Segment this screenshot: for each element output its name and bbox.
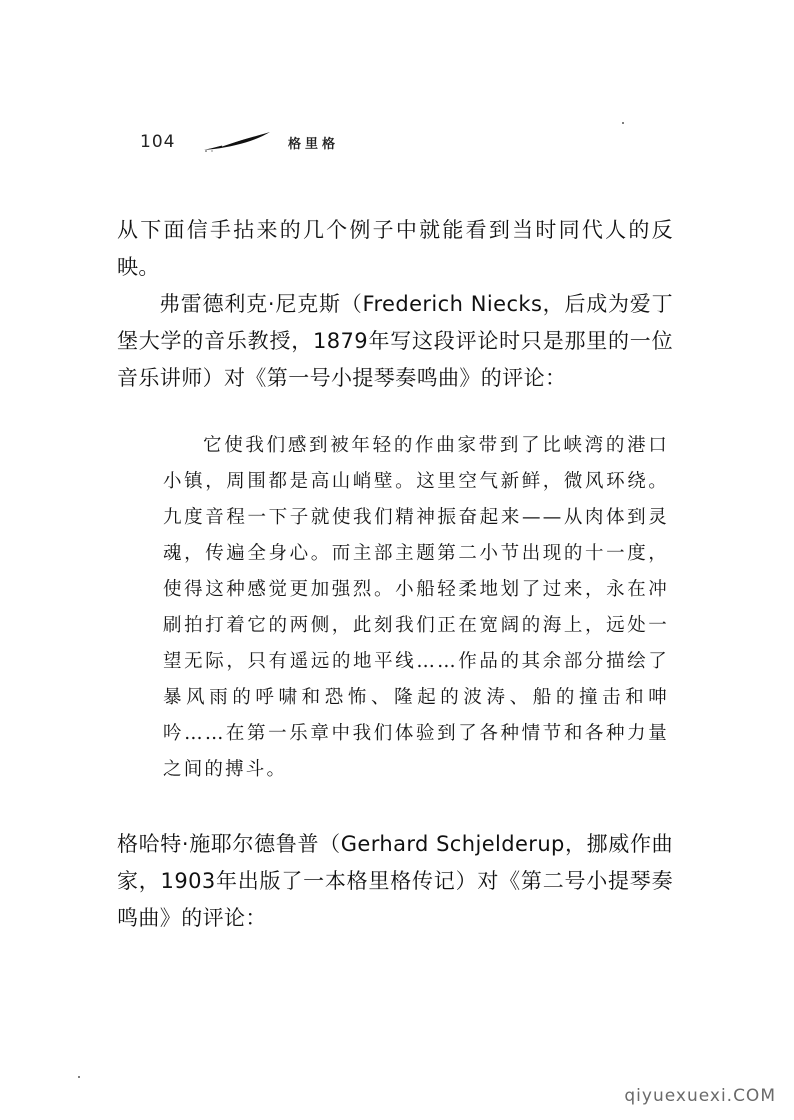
intro-paragraph: 从下面信手拈来的几个例子中就能看到当时同代人的反映。: [117, 218, 673, 279]
block-quote: 它使我们感到被年轻的作曲家带到了比峡湾的港口小镇，周围都是高山峭壁。这里空气新鲜，微风环绕。九度音程一下子就使我们精神振奋起来——从肉体到灵魂，传遍全身心。而主部主题第二小节出现的十一度，使得这种感觉更加强烈。小船轻柔地划了过来，永在冲刷拍打着它的两侧，此刻我们正在宽阔的海上，远处一望无际，只有遥远的地平线……作品的其余部分描绘了暴风雨的呼啸和恐怖、隆起的波涛、船的撞击和呻吟……在第一乐章中我们体验到了各种情节和各种力量之间的搏斗。: [163, 435, 669, 780]
running-header: [140, 128, 440, 158]
quill-feather-icon: [202, 130, 272, 152]
page-number: 104: [140, 132, 176, 152]
site-watermark: qiyuexuexi.COM: [624, 1086, 776, 1106]
schjelderup-intro-paragraph: 格哈特·施耶尔德鲁普（Gerhard Schjelderup，挪威作曲家，1903年出版了一本格里格传记）对《第二号小提琴奏鸣曲》的评论：: [117, 832, 673, 930]
niecks-intro-paragraph: 弗雷德利克·尼克斯（Frederich Niecks，后成为爱丁堡大学的音乐教授，1879年写这段评论时只是那里的一位音乐讲师）对《第一号小提琴奏鸣曲》的评论：: [117, 292, 673, 390]
scan-speck: [622, 122, 624, 124]
scan-speck: [78, 1076, 80, 1078]
book-title: 格里格: [288, 137, 340, 152]
